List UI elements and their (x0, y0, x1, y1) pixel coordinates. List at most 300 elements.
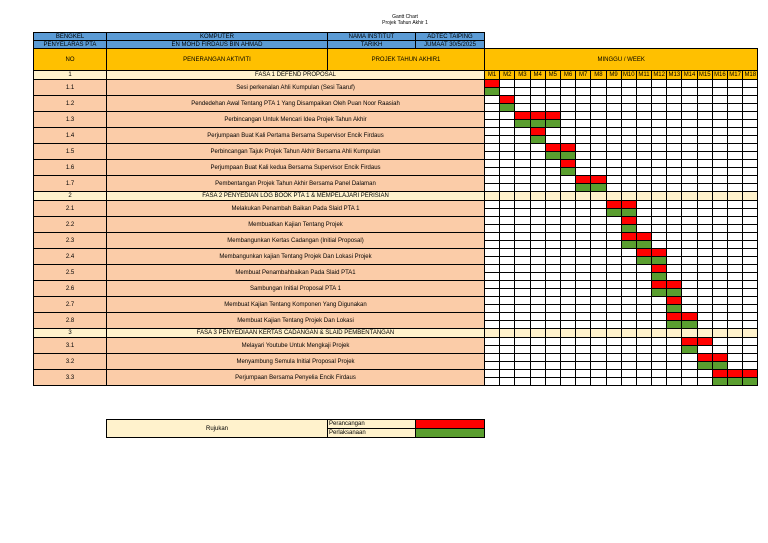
actual-bar-cell (712, 362, 727, 370)
week-cell (515, 160, 530, 168)
week-cell (576, 201, 591, 209)
week-cell (636, 144, 651, 152)
week-label: M8 (591, 71, 606, 80)
week-cell (485, 297, 500, 305)
week-cell (728, 289, 743, 297)
week-label (515, 329, 530, 338)
week-cell (485, 257, 500, 265)
week-cell (697, 297, 712, 305)
week-cell (728, 176, 743, 184)
week-cell (697, 80, 712, 88)
week-cell (591, 233, 606, 241)
actual-bar-cell (500, 104, 515, 112)
week-cell (560, 233, 575, 241)
week-cell (560, 209, 575, 217)
week-cell (682, 88, 697, 96)
week-cell (652, 338, 667, 346)
week-cell (530, 249, 545, 257)
week-cell (621, 104, 636, 112)
week-cell (743, 136, 758, 144)
week-cell (636, 313, 651, 321)
week-cell (682, 241, 697, 249)
week-cell (682, 96, 697, 104)
week-cell (682, 168, 697, 176)
week-cell (682, 152, 697, 160)
week-cell (485, 338, 500, 346)
legend-label: Rujukan (107, 420, 328, 438)
task-row (34, 370, 758, 378)
week-cell (576, 144, 591, 152)
week-cell (636, 120, 651, 128)
week-cell (697, 225, 712, 233)
week-cell (667, 346, 682, 354)
week-cell (728, 313, 743, 321)
week-cell (560, 313, 575, 321)
task-row (34, 160, 758, 168)
week-cell (606, 378, 621, 386)
week-cell (743, 289, 758, 297)
week-cell (591, 136, 606, 144)
tarikh-value: JUMAAT 30/5/2025 (416, 41, 485, 49)
week-cell (530, 176, 545, 184)
week-cell (500, 257, 515, 265)
week-cell (576, 96, 591, 104)
week-cell (636, 370, 651, 378)
week-cell (606, 265, 621, 273)
task-number: 3.1 (34, 338, 107, 354)
task-row (34, 80, 758, 88)
week-cell (560, 217, 575, 225)
week-cell (560, 184, 575, 192)
week-cell (697, 136, 712, 144)
week-cell (667, 378, 682, 386)
week-cell (606, 128, 621, 136)
week-cell (576, 257, 591, 265)
week-cell (621, 112, 636, 120)
week-cell (560, 370, 575, 378)
week-cell (591, 209, 606, 217)
task-number: 1.4 (34, 128, 107, 144)
task-row (34, 96, 758, 104)
week-cell (576, 112, 591, 120)
week-cell (697, 281, 712, 289)
task-activity: Perbincangan Untuk Mencari Idea Projek Tahun Akhir (107, 112, 485, 128)
week-cell (500, 217, 515, 225)
week-cell (515, 136, 530, 144)
task-number: 1.5 (34, 144, 107, 160)
week-cell (712, 104, 727, 112)
week-cell (667, 184, 682, 192)
week-cell (712, 201, 727, 209)
week-cell (652, 354, 667, 362)
week-cell (485, 176, 500, 184)
week-label (485, 192, 500, 201)
week-cell (728, 281, 743, 289)
week-cell (530, 217, 545, 225)
week-cell (621, 297, 636, 305)
week-cell (712, 289, 727, 297)
week-cell (500, 354, 515, 362)
week-cell (712, 112, 727, 120)
actual-bar-cell (606, 209, 621, 217)
week-cell (667, 176, 682, 184)
week-cell (606, 176, 621, 184)
week-cell (606, 273, 621, 281)
week-cell (621, 354, 636, 362)
week-cell (485, 249, 500, 257)
week-cell (530, 184, 545, 192)
week-label (682, 329, 697, 338)
week-cell (697, 313, 712, 321)
task-activity: Membangunkan Kertas Cadangan (Initial Proposal) (107, 233, 485, 249)
week-cell (530, 152, 545, 160)
actual-bar-cell (515, 120, 530, 128)
week-label (712, 192, 727, 201)
institusi-label: NAMA INSTITUT (328, 33, 416, 41)
week-label: M1 (485, 71, 500, 80)
week-cell (576, 354, 591, 362)
week-cell (500, 378, 515, 386)
week-cell (621, 152, 636, 160)
actual-bar-cell (530, 136, 545, 144)
week-cell (591, 104, 606, 112)
week-cell (743, 209, 758, 217)
week-cell (697, 144, 712, 152)
week-cell (591, 281, 606, 289)
plan-bar-cell (621, 233, 636, 241)
week-cell (515, 281, 530, 289)
week-cell (606, 233, 621, 241)
actual-bar-cell (682, 346, 697, 354)
task-row (34, 354, 758, 362)
week-cell (743, 184, 758, 192)
week-cell (743, 354, 758, 362)
week-label: M9 (606, 71, 621, 80)
week-cell (545, 128, 560, 136)
week-cell (500, 241, 515, 249)
bengkel-label: BENGKEL (34, 33, 107, 41)
week-cell (515, 80, 530, 88)
week-cell (697, 176, 712, 184)
week-cell (728, 184, 743, 192)
week-cell (667, 160, 682, 168)
plan-bar-cell (743, 370, 758, 378)
week-cell (697, 370, 712, 378)
actual-bar-cell (621, 225, 636, 233)
week-cell (743, 80, 758, 88)
week-cell (636, 354, 651, 362)
task-activity: Perjumpaan Bersama Penyelia Encik Firdaus (107, 370, 485, 386)
legend-plan-swatch (416, 420, 485, 429)
week-cell (545, 225, 560, 233)
week-label (697, 329, 712, 338)
task-row (34, 128, 758, 136)
week-cell (621, 378, 636, 386)
actual-bar-cell (743, 378, 758, 386)
week-cell (591, 249, 606, 257)
week-cell (515, 88, 530, 96)
week-cell (728, 233, 743, 241)
week-cell (667, 338, 682, 346)
week-cell (682, 257, 697, 265)
week-cell (485, 289, 500, 297)
week-cell (500, 362, 515, 370)
week-cell (728, 346, 743, 354)
actual-bar-cell (682, 321, 697, 329)
week-cell (606, 225, 621, 233)
week-cell (545, 217, 560, 225)
week-cell (712, 176, 727, 184)
week-cell (606, 160, 621, 168)
task-row (34, 176, 758, 184)
week-cell (621, 88, 636, 96)
week-cell (682, 201, 697, 209)
week-label (743, 329, 758, 338)
week-cell (743, 241, 758, 249)
week-cell (606, 370, 621, 378)
week-cell (621, 257, 636, 265)
week-cell (560, 273, 575, 281)
task-number: 1.7 (34, 176, 107, 192)
legend-plan-label: Perancangan (328, 420, 416, 429)
week-label (500, 329, 515, 338)
week-cell (500, 338, 515, 346)
week-cell (682, 160, 697, 168)
week-cell (712, 217, 727, 225)
institusi-value: ADTEC TAIPING (416, 33, 485, 41)
week-cell (515, 289, 530, 297)
week-cell (667, 257, 682, 265)
week-cell (743, 128, 758, 136)
week-label (530, 329, 545, 338)
week-label (591, 192, 606, 201)
week-cell (515, 168, 530, 176)
week-cell (743, 233, 758, 241)
week-label (667, 192, 682, 201)
week-cell (682, 104, 697, 112)
week-cell (591, 201, 606, 209)
week-cell (621, 136, 636, 144)
week-cell (485, 241, 500, 249)
week-cell (485, 225, 500, 233)
week-cell (606, 184, 621, 192)
week-cell (545, 362, 560, 370)
week-label: M3 (515, 71, 530, 80)
week-cell (530, 321, 545, 329)
week-label: M12 (653, 72, 665, 78)
week-cell (682, 233, 697, 241)
week-cell (530, 378, 545, 386)
task-row (34, 144, 758, 152)
week-cell (743, 160, 758, 168)
week-label (621, 192, 636, 201)
week-cell (621, 144, 636, 152)
week-cell (652, 120, 667, 128)
week-cell (560, 136, 575, 144)
week-cell (728, 96, 743, 104)
week-cell (606, 80, 621, 88)
week-label (545, 192, 560, 201)
week-cell (636, 321, 651, 329)
week-cell (606, 168, 621, 176)
week-cell (728, 80, 743, 88)
week-cell (591, 378, 606, 386)
week-cell (667, 120, 682, 128)
week-cell (682, 184, 697, 192)
week-cell (545, 313, 560, 321)
week-cell (485, 362, 500, 370)
week-cell (621, 289, 636, 297)
week-cell (697, 321, 712, 329)
week-cell (712, 233, 727, 241)
week-cell (697, 209, 712, 217)
week-cell (652, 305, 667, 313)
week-cell (530, 370, 545, 378)
week-cell (652, 225, 667, 233)
week-cell (515, 233, 530, 241)
week-label (743, 192, 758, 201)
plan-bar-cell (560, 160, 575, 168)
plan-bar-cell (576, 176, 591, 184)
week-cell (576, 104, 591, 112)
week-cell (576, 321, 591, 329)
week-cell (576, 313, 591, 321)
week-cell (743, 112, 758, 120)
week-cell (636, 378, 651, 386)
week-cell (591, 370, 606, 378)
week-cell (728, 128, 743, 136)
week-cell (485, 120, 500, 128)
week-cell (636, 362, 651, 370)
week-cell (621, 128, 636, 136)
week-cell (485, 378, 500, 386)
week-cell (545, 184, 560, 192)
week-cell (697, 120, 712, 128)
actual-bar-cell (728, 378, 743, 386)
week-cell (576, 136, 591, 144)
week-cell (652, 370, 667, 378)
week-cell (530, 209, 545, 217)
week-cell (712, 273, 727, 281)
week-cell (621, 281, 636, 289)
week-cell (545, 96, 560, 104)
task-activity: Sesi perkenalan Ahli Kumpulan (Sesi Taaruf) (107, 80, 485, 96)
week-cell (591, 152, 606, 160)
week-cell (545, 160, 560, 168)
task-row (34, 281, 758, 289)
week-cell (500, 80, 515, 88)
actual-bar-cell (667, 289, 682, 297)
week-cell (606, 112, 621, 120)
week-cell (682, 273, 697, 281)
week-cell (621, 346, 636, 354)
week-cell (712, 120, 727, 128)
week-cell (545, 370, 560, 378)
week-cell (485, 265, 500, 273)
week-cell (530, 265, 545, 273)
week-cell (515, 249, 530, 257)
week-cell (712, 257, 727, 265)
week-cell (515, 354, 530, 362)
week-cell (712, 184, 727, 192)
week-cell (485, 321, 500, 329)
week-cell (606, 96, 621, 104)
week-cell (576, 338, 591, 346)
week-cell (728, 338, 743, 346)
plan-bar-cell (652, 281, 667, 289)
week-cell (636, 168, 651, 176)
week-cell (560, 305, 575, 313)
week-cell (545, 176, 560, 184)
week-cell (530, 96, 545, 104)
week-cell (728, 168, 743, 176)
week-cell (545, 168, 560, 176)
week-cell (560, 265, 575, 273)
chart-subtitle: Projek Tahun Akhir 1 (382, 20, 428, 26)
week-cell (712, 152, 727, 160)
week-label (485, 329, 500, 338)
week-cell (485, 112, 500, 120)
week-cell (652, 297, 667, 305)
week-cell (682, 297, 697, 305)
week-cell (743, 362, 758, 370)
col-activity: PENERANGAN AKTIVITI (107, 49, 328, 71)
week-cell (712, 313, 727, 321)
week-cell (728, 249, 743, 257)
week-cell (606, 305, 621, 313)
week-cell (591, 217, 606, 225)
week-label (621, 329, 636, 338)
week-label (560, 329, 575, 338)
plan-bar-cell (636, 233, 651, 241)
week-cell (728, 144, 743, 152)
plan-bar-cell (621, 201, 636, 209)
week-cell (712, 338, 727, 346)
week-cell (591, 80, 606, 88)
legend-actual-swatch (416, 429, 485, 438)
week-cell (576, 265, 591, 273)
week-cell (728, 217, 743, 225)
task-activity: Pendedehan Awal Tentang PTA 1 Yang Disampaikan Oleh Puan Noor Raasiah (107, 96, 485, 112)
task-activity: Perjumpaan Buat Kali kedua Bersama Supervisor Encik Firdaus (107, 160, 485, 176)
komputer-label: KOMPUTER (107, 33, 328, 41)
week-cell (591, 160, 606, 168)
week-cell (606, 88, 621, 96)
plan-bar-cell (697, 338, 712, 346)
week-cell (712, 241, 727, 249)
phase-number: 1 (34, 71, 107, 80)
plan-bar-cell (545, 144, 560, 152)
week-cell (606, 249, 621, 257)
week-cell (652, 321, 667, 329)
week-cell (712, 80, 727, 88)
task-activity: Perjumpaan Buat Kali Pertama Bersama Supervisor Encik Firdaus (107, 128, 485, 144)
week-cell (712, 321, 727, 329)
week-cell (545, 321, 560, 329)
task-number: 2.8 (34, 313, 107, 329)
week-cell (560, 362, 575, 370)
week-cell (515, 378, 530, 386)
week-cell (545, 289, 560, 297)
week-cell (606, 321, 621, 329)
week-cell (712, 168, 727, 176)
week-cell (743, 88, 758, 96)
week-label (667, 329, 682, 338)
week-cell (560, 176, 575, 184)
week-cell (606, 136, 621, 144)
plan-bar-cell (530, 112, 545, 120)
week-cell (667, 144, 682, 152)
